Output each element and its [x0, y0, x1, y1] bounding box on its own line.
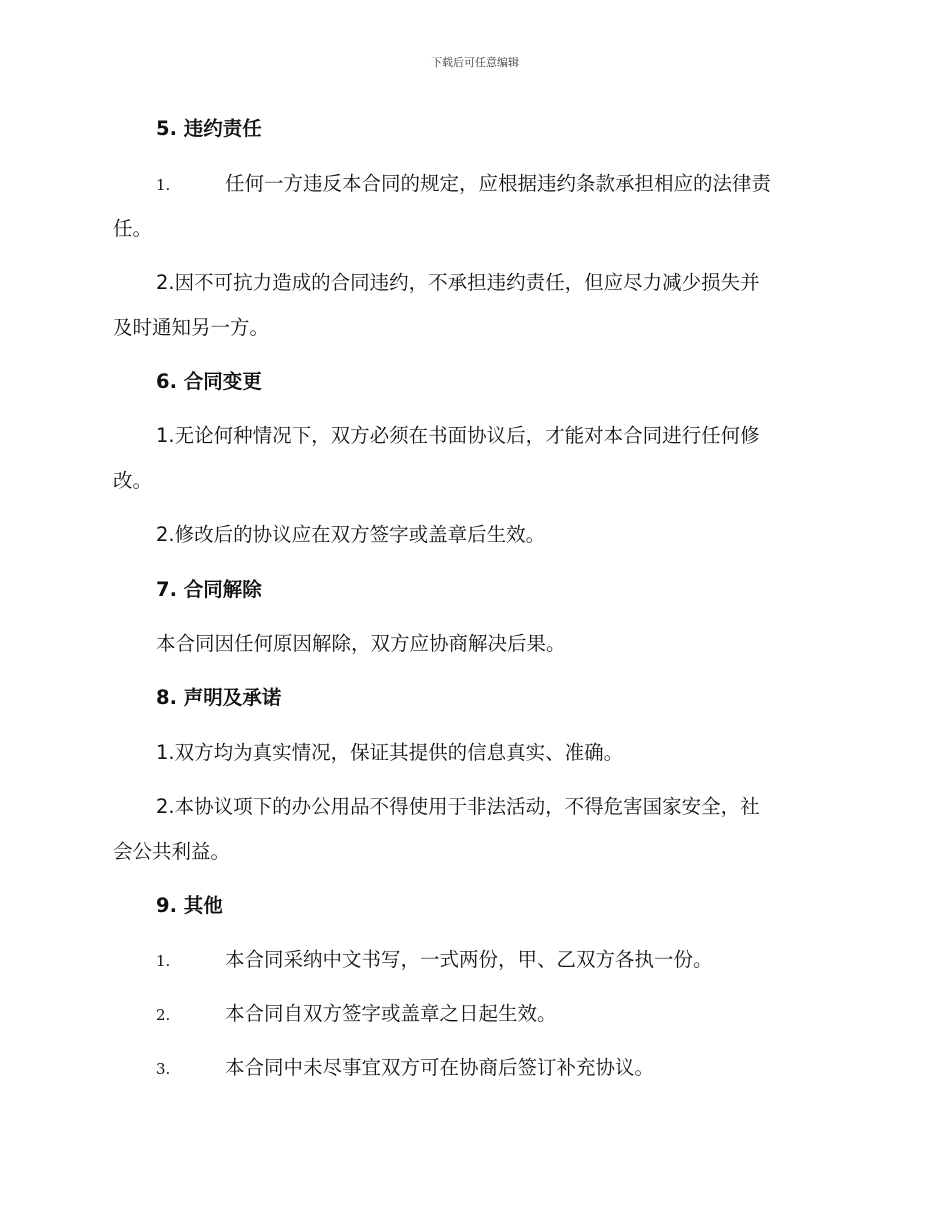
- item-text: 本合同自双方签字或盖章之日起生效。: [225, 1002, 557, 1025]
- section-heading-8: 8. 声明及承诺: [156, 686, 282, 709]
- section-5-item-2: [113, 260, 835, 350]
- item-text-line-2: 会公共利益。: [113, 840, 231, 863]
- section-7-item-1: 本合同因任何原因解除，双方应协商解决后果。: [156, 632, 566, 655]
- item-text-line-2: 任。: [113, 217, 153, 240]
- item-number: 1.: [156, 952, 171, 970]
- item-text-line-2: 改。: [113, 469, 153, 492]
- section-heading-6: 6. 合同变更: [156, 370, 262, 393]
- section-9-item-3: [156, 1045, 878, 1092]
- section-heading-7: 7. 合同解除: [156, 578, 262, 601]
- item-text-line-1: 任何一方违反本合同的规定，应根据违约条款承担相应的法律责: [225, 172, 772, 195]
- item-number: 3.: [156, 1060, 171, 1078]
- section-6-item-1: [113, 413, 835, 503]
- section-6-item-2: 2.修改后的协议应在双方签字或盖章后生效。: [156, 523, 546, 546]
- item-text: 本合同采纳中文书写，一式两份，甲、乙双方各执一份。: [225, 948, 713, 971]
- item-number: 2.: [156, 1006, 171, 1024]
- section-9-item-2: [156, 991, 878, 1038]
- item-text-line-2: 及时通知另一方。: [113, 316, 270, 339]
- section-8-item-2: [113, 784, 835, 874]
- section-8-item-1: 1.双方均为真实情况，保证其提供的信息真实、准确。: [156, 741, 624, 764]
- item-text-line-1: 1.无论何种情况下，双方必须在书面协议后，才能对本合同进行任何修: [156, 424, 760, 447]
- item-number: 1.: [156, 176, 171, 194]
- section-9-item-1: [156, 937, 878, 984]
- section-heading-5: 5. 违约责任: [156, 117, 262, 140]
- item-text-line-1: 2.因不可抗力造成的合同违约，不承担违约责任，但应尽力减少损失并: [156, 271, 760, 294]
- page-header: 下载后可任意编辑: [431, 56, 519, 69]
- section-5-item-1: [113, 161, 835, 251]
- item-text-line-1: 2.本协议项下的办公用品不得使用于非法活动，不得危害国家安全，社: [156, 795, 760, 818]
- item-text: 本合同中未尽事宜双方可在协商后签订补充协议。: [225, 1056, 655, 1079]
- section-heading-9: 9. 其他: [156, 894, 223, 917]
